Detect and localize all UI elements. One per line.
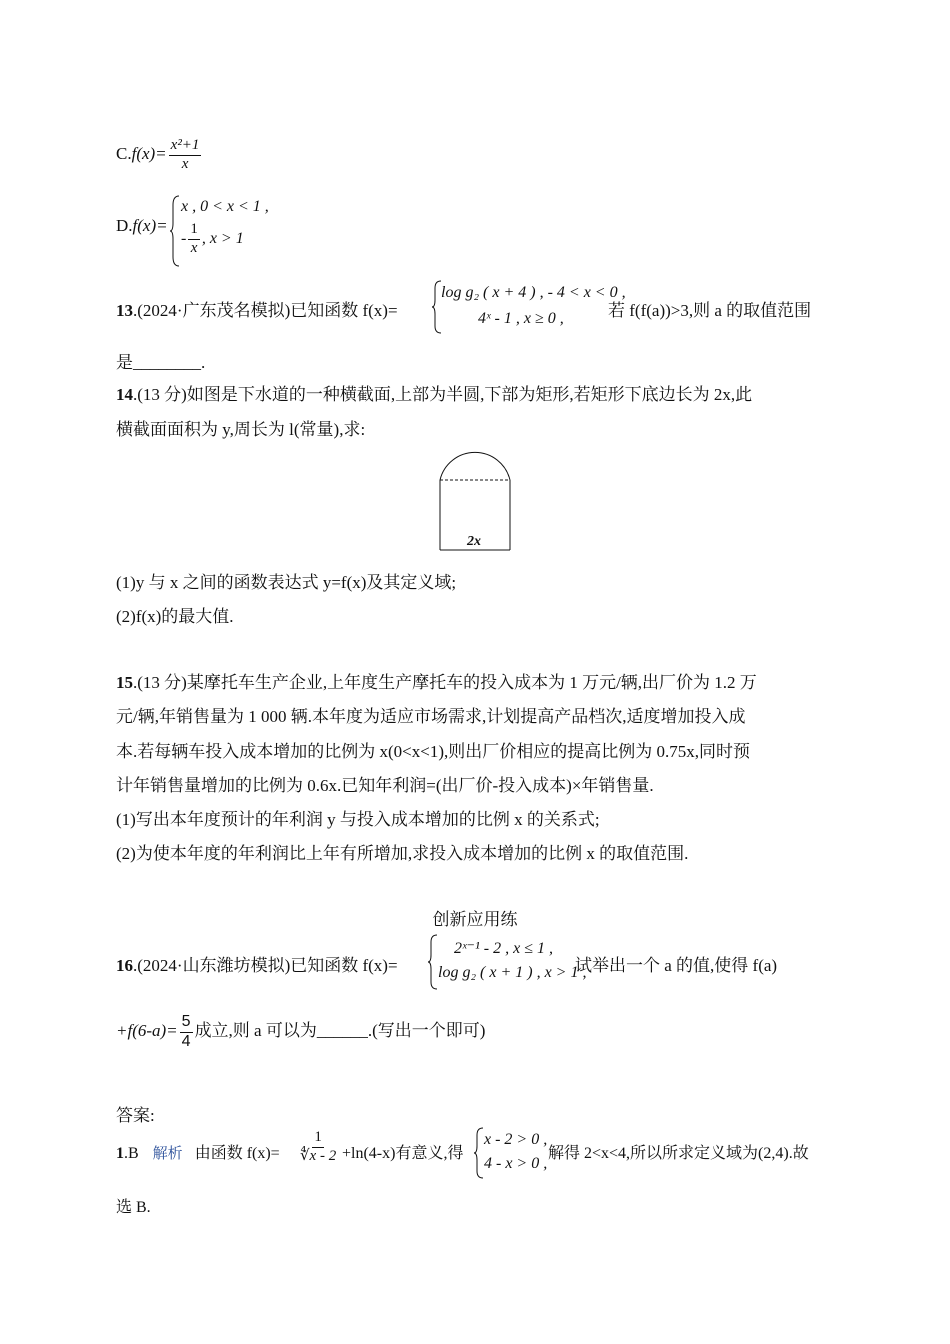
q14-line1-text: .(13 分)如图是下水道的一种横截面,上部为半圆,下部为矩形,若矩形下底边长为 2x,此 (133, 385, 753, 404)
q16-line2-post: 成立,则 a 可以为______.(写出一个即可) (194, 1021, 486, 1041)
q13-case1: log g₂ ( x + 4 ) , - 4 < x < 0 , (441, 284, 626, 301)
q14-number: 14 (116, 385, 133, 404)
answer-1-case2: 4 - x > 0 , (484, 1155, 548, 1172)
answer-1-analysis-tag: 解析 (152, 1145, 183, 1162)
answer-1-text2: +ln(4-x)有意义,得 (342, 1145, 464, 1162)
option-d-case2-cond: , x > 1 (201, 229, 244, 247)
answer-1-frac-den: ∜x - 2 (300, 1147, 337, 1164)
q14-sub1: (1)y 与 x 之间的函数表达式 y=f(x)及其定义域; (116, 573, 457, 592)
answer-1-text1: 由函数 f(x)= (194, 1145, 280, 1162)
option-d-lhs: f(x)= (132, 216, 168, 235)
option-d-prefix: D. (116, 216, 133, 235)
q15-line1 (116, 668, 757, 693)
q16-number: 16 (116, 956, 133, 975)
q14-figure-label: 2x (467, 534, 481, 549)
q14-line1 (116, 380, 752, 405)
q16-brace (428, 934, 438, 990)
option-c-lhs: f(x)= (131, 144, 167, 164)
q14-sub2: (2)f(x)的最大值. (116, 607, 234, 626)
q16-line2-pre: +f(6-a)= (116, 1021, 178, 1041)
answer-1-fraction (296, 1130, 340, 1165)
option-d-case2-den: x (190, 239, 198, 256)
q13-number: 13 (116, 301, 133, 320)
q15-line2: 元/辆,年销售量为 1 000 辆.本年度为适应市场需求,计划提高产品档次,适度增加投入成 (116, 707, 746, 726)
q15-sub2: (2)为使本年度的年利润比上年有所增加,求投入成本增加的比例 x 的取值范围. (116, 844, 689, 863)
option-c-numerator: x²+1 (169, 138, 202, 156)
answer-1-frac-num: 1 (312, 1130, 324, 1148)
q15-sub1: (1)写出本年度预计的年利润 y 与投入成本增加的比例 x 的关系式; (116, 810, 600, 829)
answer-1-line1 (116, 1140, 280, 1163)
answer-1-frac (298, 1130, 338, 1165)
answer-1-choice: .B (124, 1145, 139, 1162)
section-title: 创新应用练 (432, 910, 518, 929)
q13-line2: 是________. (116, 353, 206, 372)
option-c-denominator: x (181, 155, 189, 172)
q16-fraction-den: 4 (181, 1032, 191, 1050)
answers-heading: 答案: (116, 1106, 155, 1125)
option-d-case2 (181, 222, 244, 257)
option-c-prefix: C. (116, 144, 132, 164)
answer-1-number: 1 (116, 1145, 124, 1162)
option-d-case2-sign: - (181, 229, 187, 247)
q16-case1: 2ˣ⁻¹ - 2 , x ≤ 1 , (454, 940, 553, 957)
q16-text2: 试举出一个 a 的值,使得 f(a) (575, 956, 778, 975)
q15-line1-text: .(13 分)某摩托车生产企业,上年度生产摩托车的投入成本为 1 万元/辆,出厂价为 1.2 万 (133, 673, 757, 692)
q16-fraction-num: 5 (180, 1014, 193, 1033)
option-d-case2-num: 1 (188, 222, 200, 240)
q16-case2: log g₂ ( x + 1 ) , x > 1 , (438, 964, 587, 981)
q13-case2: 4ˣ - 1 , x ≥ 0 , (478, 310, 564, 327)
q15-line4: 计年销售量增加的比例为 0.6x.已知年利润=(出厂价-投入成本)×年销售量. (116, 776, 654, 795)
q13-line1 (116, 296, 398, 321)
q16-line1 (116, 951, 398, 976)
q16-text1: .(2024·山东潍坊模拟)已知函数 f(x)= (133, 956, 398, 975)
answer-1-text3: 解得 2<x<4,所以所求定义域为(2,4).故 (548, 1145, 809, 1162)
answer-1-brace (474, 1127, 484, 1179)
q16-fraction (180, 1014, 193, 1051)
answer-1-line2: 选 B. (116, 1199, 151, 1216)
q15-line3: 本.若每辆车投入成本增加的比例为 x(0<x<1),则出厂价相应的提高比例为 0.75x,同时预 (116, 742, 750, 761)
option-c (116, 138, 203, 173)
q16-line2 (116, 1014, 485, 1051)
option-c-fraction (169, 138, 202, 173)
q13-text1: .(2024·广东茂名模拟)已知函数 f(x)= (133, 301, 398, 320)
option-d-case1: x , 0 < x < 1 , (181, 198, 269, 215)
q13-text2: 若 f(f(a))>3,则 a 的取值范围 (608, 301, 812, 320)
q14-line2: 横截面面积为 y,周长为 l(常量),求: (116, 420, 366, 439)
answer-1-case1: x - 2 > 0 , (484, 1131, 548, 1148)
option-d-label (116, 216, 168, 236)
q15-number: 15 (116, 673, 133, 692)
option-d-brace (170, 195, 180, 267)
option-d-case2-fraction (188, 222, 200, 257)
